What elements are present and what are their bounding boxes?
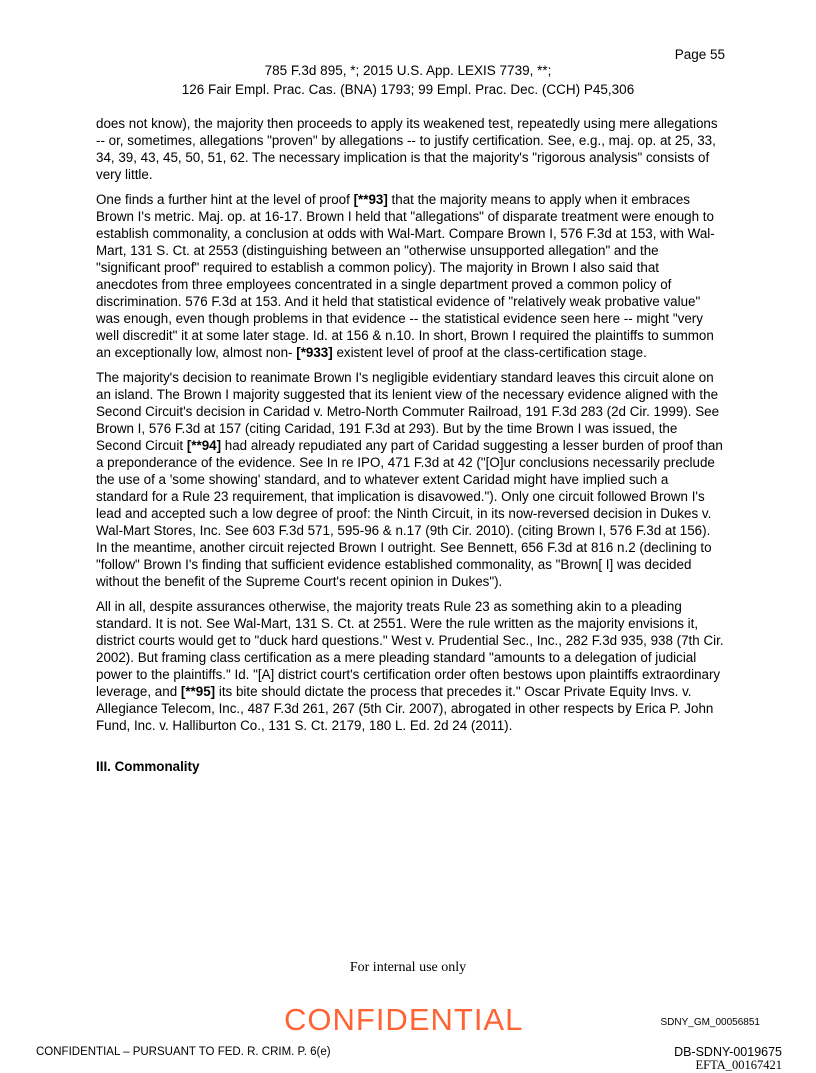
record-cite-marker: [**93] — [353, 192, 388, 207]
record-cite-marker: [**94] — [186, 438, 222, 453]
paragraph-text: All in all, despite assurances otherwise, the majority treats Rule 23 as something akin to a pleading standard. It is not. See Wal-Mart, 131 S. Ct. at 2551. Were the rule written as the majority envisions it, district courts would get to "duck hard questions." West v. Prudential Sec., Inc., 282 F.3d 935, 938 (7th Cir. 2002). But framing class certification as a mere pleading standard "amounts to a delegation of judicial power to the plaintiffs." Id. "[A] district court's certification order often bestows upon plaintiffs extraordinary leverage, and — [96, 599, 724, 699]
confidential-footer-line: CONFIDENTIAL – PURSUANT TO FED. R. CRIM. P. 6(e) — [36, 1046, 331, 1058]
body-text — [96, 115, 724, 775]
paragraph-text: had already repudiated any part of Caridad suggesting a lesser burden of proof than a preponderance of the evidence. See In re IPO, 471 F.3d at 42 ("[O]ur conclusions necessarily preclude the use of a 'some showing' standard, and to whatever extent Caridad might have implied such a standard for a Rule 23 requirement, that implication is disavowed."). Only one circuit followed Brown I's lead and accepted such a low degree of proof: the Ninth Circuit, in its now-reversed decision in Dukes v. Wal-Mart Stores, Inc. See 603 F.3d 571, 595-96 & n.17 (9th Cir. 2010). (citing Brown I, 576 F.3d at 156). In the meantime, another circuit rejected Brown I outright. See Bennett, 656 F.3d at 816 n.2 (declining to "follow" Brown I's finding that sufficient evidence established commonality, as "Brown[ I] was decided without the benefit of the Supreme Court's recent opinion in Dukes"). — [96, 438, 723, 589]
citation-line-1: 785 F.3d 895, *; 2015 U.S. App. LEXIS 7739, **; — [264, 63, 552, 78]
paragraph — [96, 369, 724, 590]
bates-number-right: DB-SDNY-0019675 — [674, 1045, 782, 1059]
paragraph-text: does not know), the majority then proceeds to apply its weakened test, repeatedly using mere allegations -- or, sometimes, allegations "proven" by allegations -- to justify certification. See, e.g., maj. op. at 25, 33, 34, 39, 43, 45, 50, 51, 62. The necessary implication is that the majority's "rigorous analysis" consists of very little. — [96, 116, 718, 182]
internal-use-note: For internal use only — [349, 960, 467, 975]
paragraph-text: One finds a further hint at the level of proof — [96, 192, 354, 207]
bates-number-small: SDNY_GM_00056851 — [660, 1017, 760, 1028]
paragraph — [96, 598, 724, 734]
paragraph — [96, 115, 724, 183]
paragraph-text: its bite should dictate the process that precedes it." Oscar Private Equity Invs. v. Allegiance Telecom, Inc., 487 F.3d 261, 267 (5th Cir. 2007), abrogated in other respects by Erica P. John Fund, Inc. v. Halliburton Co., 131 S. Ct. 2179, 180 L. Ed. 2d 24 (2011). — [96, 684, 714, 733]
paragraph-text: that the majority means to apply when it embraces Brown I's metric. Maj. op. at 16-17. Brown I held that "allegations" of disparate treatment were enough to establish commonality, a conclusion at odds with Wal-Mart. Compare Brown I, 576 F.3d at 153, with Wal-Mart, 131 S. Ct. at 2553 (distinguishing between an "otherwise unsupported allegation" and the "significant proof" required to establish a common policy). The majority in Brown I also said that anecdotes from three employees concentrated in a single department proved a common policy of discrimination. 576 F.3d at 153. And it held that statistical evidence of "relatively weak probative value" was enough, even though problems in that evidence -- the statistical evidence seen here -- might "very well discredit" it at some later stage. Id. at 156 & n.10. In short, Brown I required the plaintiffs to summon an exceptionally low, almost non- — [96, 192, 715, 360]
section-heading: III. Commonality — [96, 759, 200, 774]
confidential-watermark: CONFIDENTIAL — [284, 1002, 524, 1037]
paragraph-text: existent level of proof at the class-certification stage. — [332, 345, 647, 360]
paragraph — [96, 191, 724, 361]
bates-number-serif: EFTA_00167421 — [695, 1058, 782, 1072]
record-cite-marker: [*933] — [296, 345, 333, 360]
citation-line-2: 126 Fair Empl. Prac. Cas. (BNA) 1793; 99 Empl. Prac. Dec. (CCH) P45,306 — [181, 82, 635, 97]
body-paragraphs — [96, 115, 724, 734]
page-number: Page 55 — [674, 47, 725, 62]
record-cite-marker: [**95] — [180, 684, 216, 699]
paragraph-text: The majority's decision to reanimate Brown I's negligible evidentiary standard leaves this circuit alone on an island. The Brown I majority suggested that its lenient view of the necessary evidence aligned with the Second Circuit's decision in Caridad v. Metro-North Commuter Railroad, 191 F.3d 283 (2d Cir. 1999). See Brown I, 576 F.3d at 157 (citing Caridad, 191 F.3d at 293). But by the time Brown I was issued, the Second Circuit — [96, 370, 720, 453]
